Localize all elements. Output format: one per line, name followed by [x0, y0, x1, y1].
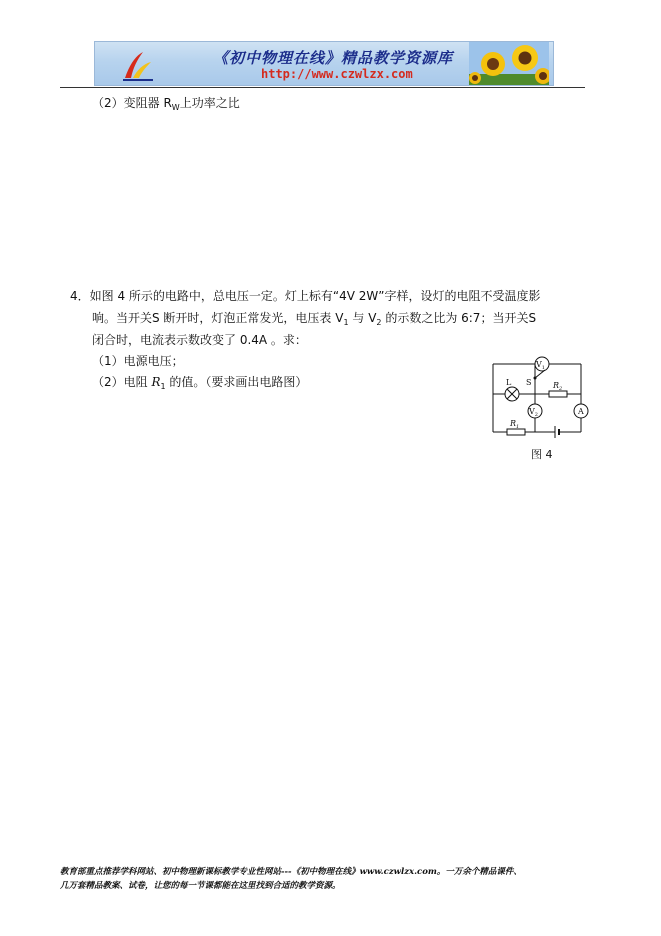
r1-label: $R_1$ [510, 419, 520, 430]
figure-caption: 图 4 [531, 448, 553, 461]
q4-part2-a: （2）电阻 [92, 375, 152, 389]
q4-text-line1: 如图 4 所示的电路中，总电压一定。灯上标有“4V 2W”字样，设灯的电阻不受温度影 [89, 289, 541, 303]
q4-text-line2-b: 与 V [348, 311, 377, 325]
footer-line1: 教育部重点推荐学科网站、初中物理新课标教学专业性网站---《初中物理在线》www.czwlzx.com。一万余个精品课件、 [60, 867, 522, 877]
q3-part2-sub: W [171, 103, 180, 112]
q4-v1-sub: 1 [343, 318, 349, 327]
r2-label: $R_2$ [553, 381, 563, 392]
q4-part2-sub: 1 [160, 382, 166, 391]
lamp-label: L [506, 378, 512, 387]
banner-title: 《初中物理在线》精品教学资源库 [213, 49, 454, 67]
q3-part2 [92, 96, 240, 115]
sunflower-image-icon [469, 42, 549, 86]
header-banner [94, 41, 554, 86]
q4-text-line2-c: 的示数之比为 6:7；当开关S [381, 311, 537, 325]
q4-text-line2-a: 响。当开关S 断开时，灯泡正常发光，电压表 V [92, 311, 344, 325]
header-divider [60, 87, 585, 88]
v2-label: $V_2$ [529, 407, 538, 418]
q4-line3: 闭合时，电流表示数改变了 0.4A 。求： [92, 333, 307, 347]
v1-label: $V_1$ [536, 360, 545, 371]
ammeter-label: A [578, 407, 584, 416]
resistor-r2-icon [549, 391, 567, 397]
circuit-diagram [489, 352, 599, 442]
footer-line2: 几万套精品教案、试卷，让您的每一节课都能在这里找到合适的教学资源。 [60, 881, 341, 891]
q3-part2-prefix: （2）变阻器 R [92, 96, 172, 110]
q4-number: 4． [70, 289, 90, 303]
q4-line1 [70, 289, 541, 303]
banner-url[interactable]: http://www.czwlzx.com [261, 67, 413, 81]
q4-part2 [92, 375, 307, 394]
q4-part1: （1）电源电压； [92, 354, 184, 368]
q4-v2-sub: 2 [376, 318, 382, 327]
q4-part2-b: 的值。（要求画出电路图） [165, 375, 308, 389]
q4-part2-var: R [151, 375, 161, 389]
q4-line2 [92, 311, 536, 330]
switch-pivot [534, 377, 536, 379]
q3-part2-suffix: 上功率之比 [179, 96, 240, 110]
site-logo-icon [121, 48, 155, 82]
switch-label: S [526, 378, 532, 387]
